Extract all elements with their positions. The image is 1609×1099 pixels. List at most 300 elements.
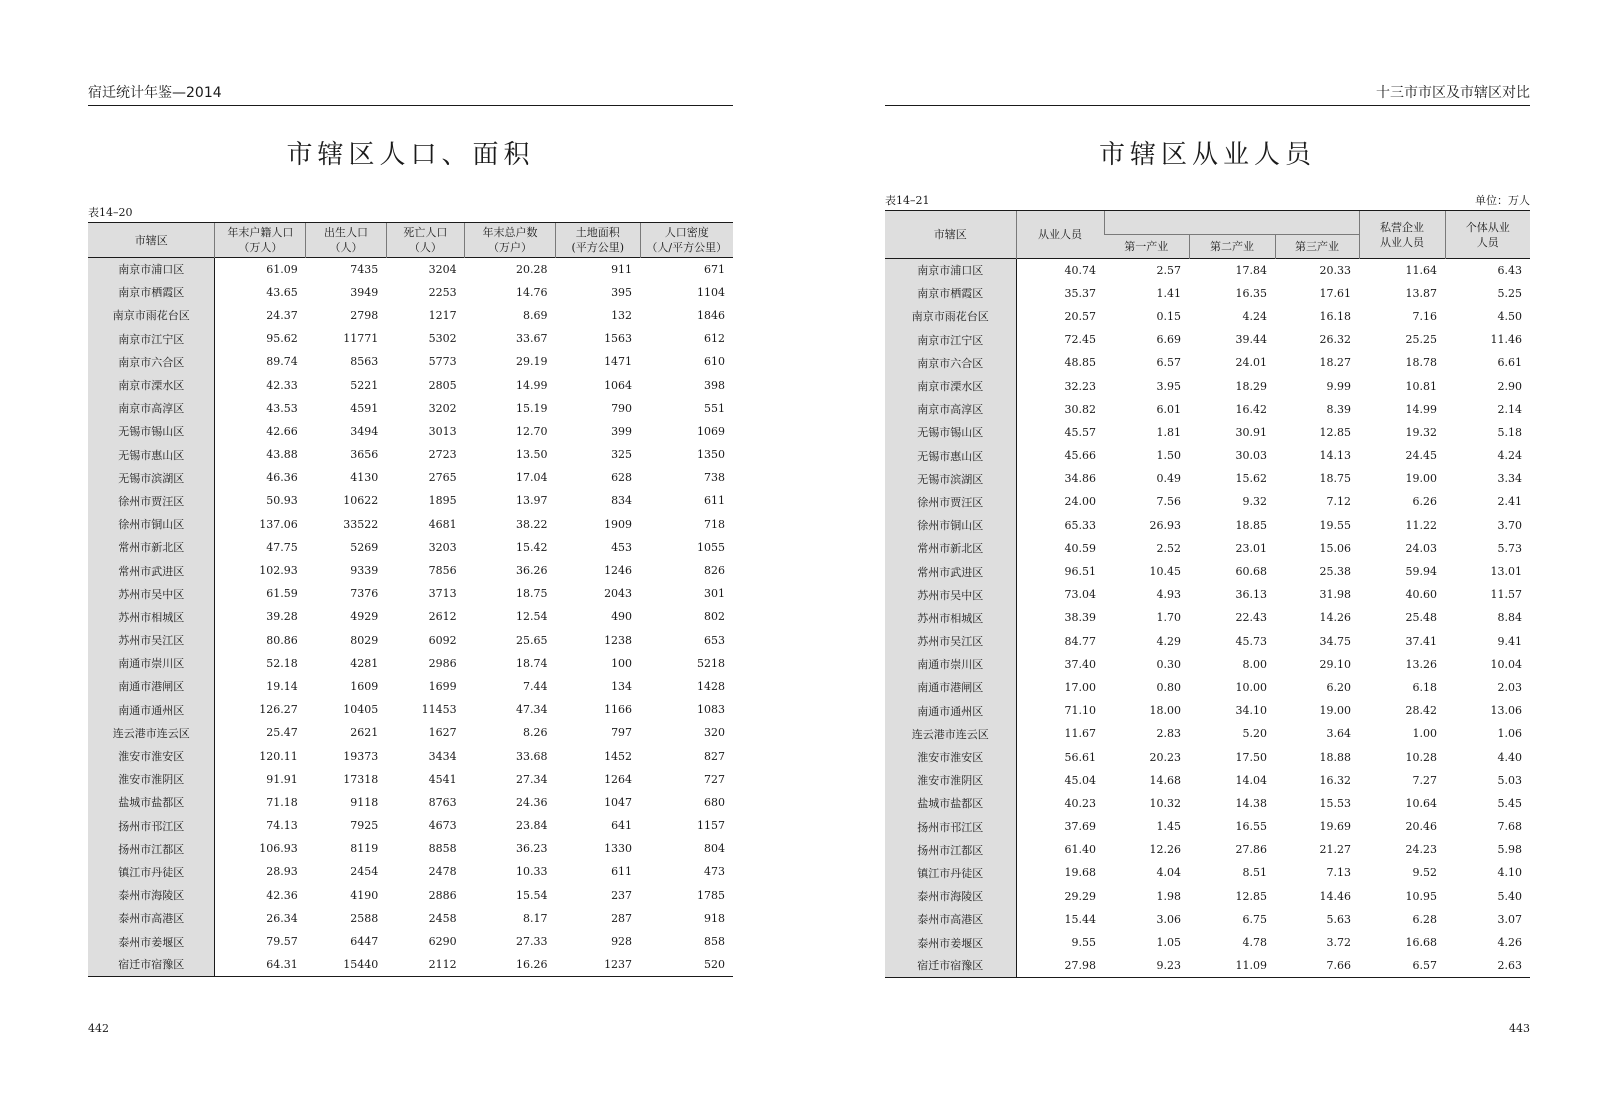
value-cell: 27.98	[1016, 954, 1104, 977]
value-cell: 13.06	[1490, 704, 1523, 718]
table-row	[88, 791, 733, 814]
value-cell: 399	[611, 424, 633, 438]
table-row	[885, 328, 1530, 351]
value-cell: 738	[704, 471, 725, 485]
value-cell: 16.26	[465, 953, 556, 976]
value-cell: 28.93	[266, 865, 298, 879]
district-cell: 南通市崇川区	[885, 653, 1016, 676]
header-district: 市辖区	[885, 211, 1016, 259]
value-cell: 74.13	[266, 819, 298, 833]
district-cell: 南京市溧水区	[885, 374, 1016, 397]
value-cell: 15.06	[1319, 541, 1352, 555]
value-cell: 43.65	[266, 285, 298, 299]
district-cell: 苏州市吴江区	[885, 630, 1016, 653]
value-cell: 24.23	[1405, 843, 1438, 857]
district-cell: 盐城市盐都区	[885, 792, 1016, 815]
value-cell: 1350	[697, 448, 725, 462]
table-row	[885, 653, 1530, 676]
value-cell: 1.06	[1497, 727, 1523, 741]
table-row	[88, 744, 733, 767]
table-row	[88, 281, 733, 304]
value-cell: 132	[611, 308, 633, 322]
district-cell: 扬州市邗江区	[885, 815, 1016, 838]
table-row	[885, 676, 1530, 699]
value-cell: 4130	[350, 471, 379, 485]
value-cell: 33.67	[515, 332, 548, 346]
value-cell: 24.37	[266, 308, 298, 322]
value-cell: 1627	[428, 726, 457, 740]
value-cell: 12.70	[515, 424, 548, 438]
value-cell: 16.32	[1319, 773, 1352, 787]
district-cell: 扬州市江都区	[88, 837, 215, 860]
value-cell: 30.91	[1235, 425, 1267, 439]
value-cell: 2253	[428, 285, 457, 299]
table-row	[885, 467, 1530, 490]
value-cell: 12.54	[515, 610, 548, 624]
table-row	[88, 675, 733, 698]
value-cell: 611	[704, 494, 725, 508]
value-cell: 10405	[343, 703, 379, 717]
value-cell: 6.61	[1497, 356, 1523, 370]
value-cell: 10.33	[515, 865, 548, 879]
value-cell: 2621	[350, 726, 379, 740]
population-area-table	[88, 222, 733, 977]
value-cell: 10622	[343, 494, 379, 508]
table-row	[885, 282, 1530, 305]
value-cell: 4.93	[1156, 588, 1181, 602]
table-row	[88, 907, 733, 930]
district-cell: 南京市雨花台区	[88, 304, 215, 327]
value-cell: 1.81	[1156, 425, 1181, 439]
value-cell: 680	[704, 795, 725, 809]
value-cell: 4.29	[1156, 634, 1181, 648]
value-cell: 5.98	[1497, 843, 1523, 857]
value-cell: 18.88	[1319, 750, 1352, 764]
district-cell: 淮安市淮安区	[88, 744, 215, 767]
district-cell: 苏州市相城区	[885, 606, 1016, 629]
value-cell: 64.31	[215, 953, 306, 976]
value-cell: 1069	[697, 424, 725, 438]
value-cell: 32.23	[1064, 379, 1096, 393]
right-page	[885, 0, 1530, 1099]
value-cell: 20.23	[1149, 750, 1181, 764]
value-cell: 7376	[350, 587, 379, 601]
value-cell: 15.44	[1064, 912, 1096, 926]
value-cell: 18.75	[515, 587, 548, 601]
value-cell: 6.18	[1412, 680, 1438, 694]
value-cell: 1237	[555, 953, 640, 976]
value-cell: 42.33	[266, 378, 298, 392]
value-cell: 42.66	[266, 424, 298, 438]
value-cell: 26.93	[1149, 518, 1181, 532]
value-cell: 7435	[306, 258, 386, 281]
value-cell: 2.14	[1497, 402, 1523, 416]
district-cell: 连云港市连云区	[88, 721, 215, 744]
value-cell: 473	[704, 865, 725, 879]
value-cell: 1064	[604, 378, 633, 392]
value-cell: 14.13	[1319, 449, 1352, 463]
value-cell: 7.56	[1156, 495, 1181, 509]
value-cell: 9.55	[1071, 936, 1096, 950]
column-header: 死亡人口 （人）	[386, 223, 464, 258]
value-cell: 34.86	[1064, 472, 1096, 486]
value-cell: 84.77	[1064, 634, 1096, 648]
value-cell: 16.68	[1405, 936, 1438, 950]
value-cell: 11.22	[1405, 518, 1438, 532]
employment-table	[885, 210, 1530, 978]
value-cell: 611	[611, 865, 633, 879]
value-cell: 1.70	[1156, 611, 1181, 625]
value-cell: 1.00	[1412, 727, 1438, 741]
value-cell: 33522	[343, 517, 379, 531]
value-cell: 1047	[604, 795, 633, 809]
table-row	[885, 351, 1530, 374]
value-cell: 3.70	[1497, 518, 1523, 532]
value-cell: 39.44	[1235, 333, 1267, 347]
table-row	[88, 629, 733, 652]
value-cell: 928	[611, 935, 633, 949]
value-cell: 5302	[428, 332, 457, 346]
value-cell: 10.28	[1405, 750, 1438, 764]
value-cell: 19.68	[1064, 866, 1096, 880]
value-cell: 27.86	[1235, 843, 1267, 857]
value-cell: 73.04	[1064, 588, 1096, 602]
value-cell: 3434	[428, 749, 457, 763]
value-cell: 11.67	[1064, 727, 1096, 741]
table-row	[885, 954, 1530, 977]
value-cell: 15.62	[1235, 472, 1267, 486]
district-cell: 泰州市高港区	[88, 907, 215, 930]
table-body	[885, 259, 1530, 978]
header-private-enterprise: 私营企业 从业人员	[1359, 211, 1445, 259]
value-cell: 551	[704, 401, 725, 415]
district-cell: 扬州市邗江区	[88, 814, 215, 837]
value-cell: 9.23	[1104, 954, 1189, 977]
value-cell: 18.00	[1149, 704, 1181, 718]
district-cell: 无锡市惠山区	[88, 443, 215, 466]
value-cell: 50.93	[266, 494, 298, 508]
value-cell: 27.33	[515, 935, 548, 949]
value-cell: 24.03	[1405, 541, 1438, 555]
table-row	[88, 327, 733, 350]
table-row	[885, 815, 1530, 838]
value-cell: 24.45	[1405, 449, 1438, 463]
value-cell: 8.39	[1326, 402, 1352, 416]
value-cell: 19.14	[266, 679, 298, 693]
district-cell: 南通市港闸区	[885, 676, 1016, 699]
running-head-text: 十三市市区及市辖区对比	[1376, 85, 1530, 101]
table-row	[885, 908, 1530, 931]
district-cell: 常州市新北区	[885, 537, 1016, 560]
value-cell: 1.41	[1156, 286, 1181, 300]
value-cell: 2.03	[1497, 680, 1523, 694]
table-row	[885, 745, 1530, 768]
district-cell: 南京市溧水区	[88, 373, 215, 396]
value-cell: 1785	[697, 888, 725, 902]
value-cell: 4681	[428, 517, 457, 531]
value-cell: 26.32	[1319, 333, 1352, 347]
district-cell: 无锡市滨湖区	[885, 467, 1016, 490]
value-cell: 0.80	[1156, 680, 1181, 694]
value-cell: 1.98	[1156, 889, 1181, 903]
value-cell: 1.50	[1156, 449, 1181, 463]
value-cell: 29.29	[1064, 889, 1096, 903]
value-cell: 1909	[604, 517, 633, 531]
table-row	[88, 513, 733, 536]
value-cell: 6.43	[1445, 259, 1530, 282]
table-row	[88, 466, 733, 489]
value-cell: 11.64	[1359, 259, 1445, 282]
value-cell: 25.38	[1319, 565, 1352, 579]
value-cell: 22.43	[1235, 611, 1267, 625]
value-cell: 3.64	[1326, 727, 1352, 741]
value-cell: 3656	[350, 448, 379, 462]
value-cell: 8.69	[522, 308, 548, 322]
value-cell: 453	[611, 540, 633, 554]
page-title: 市辖区人口、面积	[286, 140, 535, 170]
value-cell: 34.10	[1235, 704, 1267, 718]
value-cell: 1330	[604, 842, 633, 856]
value-cell: 4673	[428, 819, 457, 833]
value-cell: 19.00	[1319, 704, 1352, 718]
table-row	[88, 930, 733, 953]
value-cell: 25.47	[266, 726, 298, 740]
value-cell: 1238	[604, 633, 633, 647]
district-cell: 南通市通州区	[885, 699, 1016, 722]
value-cell: 10.64	[1405, 796, 1438, 810]
value-cell: 7.13	[1326, 866, 1352, 880]
value-cell: 790	[611, 401, 633, 415]
value-cell: 6.69	[1156, 333, 1181, 347]
table-row	[88, 814, 733, 837]
value-cell: 25.65	[515, 633, 548, 647]
value-cell: 4929	[350, 610, 379, 624]
value-cell: 29.10	[1319, 657, 1352, 671]
value-cell: 5.45	[1497, 796, 1523, 810]
value-cell: 7.66	[1275, 954, 1359, 977]
value-cell: 8.00	[1242, 657, 1267, 671]
district-cell: 宿迁市宿豫区	[885, 954, 1016, 977]
value-cell: 14.26	[1319, 611, 1352, 625]
table-row	[88, 304, 733, 327]
value-cell: 14.04	[1235, 773, 1267, 787]
page-number: 442	[88, 1022, 109, 1035]
value-cell: 42.36	[266, 888, 298, 902]
value-cell: 14.76	[515, 285, 548, 299]
value-cell: 911	[555, 258, 640, 281]
page-title: 市辖区从业人员	[1098, 140, 1316, 170]
value-cell: 1083	[697, 703, 725, 717]
value-cell: 5.73	[1497, 541, 1523, 555]
header-individual: 个体从业 人员	[1445, 211, 1530, 259]
table-row	[885, 444, 1530, 467]
value-cell: 3.72	[1326, 936, 1352, 950]
value-cell: 8763	[428, 795, 457, 809]
value-cell: 6.01	[1156, 402, 1181, 416]
value-cell: 96.51	[1064, 565, 1096, 579]
value-cell: 38.22	[515, 517, 548, 531]
value-cell: 19.32	[1405, 425, 1438, 439]
district-cell: 无锡市锡山区	[88, 420, 215, 443]
district-cell: 南通市通州区	[88, 698, 215, 721]
value-cell: 3203	[428, 540, 457, 554]
value-cell: 40.59	[1064, 541, 1096, 555]
value-cell: 3202	[428, 401, 457, 415]
value-cell: 91.91	[266, 772, 298, 786]
value-cell: 1055	[697, 540, 725, 554]
district-cell: 泰州市海陵区	[885, 885, 1016, 908]
value-cell: 60.68	[1235, 565, 1267, 579]
value-cell: 7.16	[1412, 309, 1438, 323]
value-cell: 61.59	[266, 587, 298, 601]
value-cell: 14.38	[1235, 796, 1267, 810]
value-cell: 4.26	[1497, 936, 1523, 950]
value-cell: 918	[704, 911, 725, 925]
value-cell: 16.55	[1235, 820, 1267, 834]
value-cell: 3.34	[1497, 472, 1523, 486]
district-cell: 南京市浦口区	[885, 259, 1016, 282]
district-cell: 常州市新北区	[88, 536, 215, 559]
value-cell: 36.13	[1235, 588, 1267, 602]
value-cell: 287	[611, 911, 633, 925]
table-row	[88, 953, 733, 976]
value-cell: 7.68	[1497, 820, 1523, 834]
value-cell: 5221	[350, 378, 379, 392]
column-header: 年末总户数 （万户）	[465, 223, 556, 258]
district-cell: 苏州市吴中区	[885, 583, 1016, 606]
value-cell: 72.45	[1064, 333, 1096, 347]
value-cell: 33.68	[515, 749, 548, 763]
district-cell: 南京市浦口区	[88, 258, 215, 281]
table-row	[88, 373, 733, 396]
table-number: 表14–21	[885, 194, 930, 207]
value-cell: 71.18	[266, 795, 298, 809]
value-cell: 1699	[428, 679, 457, 693]
value-cell: 6.28	[1412, 912, 1438, 926]
value-cell: 10.04	[1490, 657, 1523, 671]
table-row	[885, 514, 1530, 537]
value-cell: 40.74	[1016, 259, 1104, 282]
table-row	[885, 259, 1530, 282]
district-cell: 泰州市海陵区	[88, 884, 215, 907]
value-cell: 6.75	[1242, 912, 1267, 926]
value-cell: 18.85	[1235, 518, 1267, 532]
value-cell: 17.04	[515, 471, 548, 485]
value-cell: 6.20	[1326, 680, 1352, 694]
value-cell: 12.85	[1319, 425, 1352, 439]
value-cell: 6.57	[1156, 356, 1181, 370]
value-cell: 20.57	[1064, 309, 1096, 323]
page-number: 443	[1509, 1022, 1530, 1035]
value-cell: 17318	[343, 772, 379, 786]
value-cell: 3.06	[1156, 912, 1181, 926]
table-row	[88, 350, 733, 373]
value-cell: 13.26	[1405, 657, 1438, 671]
value-cell: 1217	[428, 308, 457, 322]
value-cell: 15.19	[515, 401, 548, 415]
value-cell: 14.99	[1405, 402, 1438, 416]
value-cell: 671	[640, 258, 733, 281]
value-cell: 95.62	[266, 332, 298, 346]
table-header-row	[88, 223, 733, 258]
value-cell: 826	[704, 564, 725, 578]
value-cell: 4.40	[1497, 750, 1523, 764]
value-cell: 490	[611, 610, 633, 624]
value-cell: 5773	[428, 355, 457, 369]
value-cell: 37.41	[1405, 634, 1438, 648]
district-cell: 泰州市姜堰区	[88, 930, 215, 953]
value-cell: 18.74	[515, 656, 548, 670]
value-cell: 31.98	[1319, 588, 1352, 602]
district-cell: 南京市江宁区	[885, 328, 1016, 351]
district-cell: 宿迁市宿豫区	[88, 953, 215, 976]
district-cell: 扬州市江都区	[885, 838, 1016, 861]
value-cell: 24.00	[1064, 495, 1096, 509]
value-cell: 16.42	[1235, 402, 1267, 416]
value-cell: 3713	[428, 587, 457, 601]
value-cell: 11.09	[1189, 954, 1275, 977]
table-row	[885, 583, 1530, 606]
value-cell: 10.32	[1149, 796, 1181, 810]
district-cell: 徐州市贾汪区	[88, 489, 215, 512]
table-row	[885, 722, 1530, 745]
value-cell: 17.61	[1319, 286, 1352, 300]
value-cell: 15440	[306, 953, 386, 976]
value-cell: 320	[704, 726, 725, 740]
table-row	[88, 860, 733, 883]
value-cell: 61.40	[1064, 843, 1096, 857]
value-cell: 11453	[421, 703, 457, 717]
value-cell: 520	[640, 953, 733, 976]
value-cell: 10.45	[1149, 565, 1181, 579]
value-cell: 2805	[428, 378, 457, 392]
table-row	[885, 606, 1530, 629]
value-cell: 2112	[386, 953, 464, 976]
value-cell: 4.04	[1156, 866, 1181, 880]
value-cell: 9339	[350, 564, 379, 578]
table-row	[885, 305, 1530, 328]
table-row	[885, 421, 1530, 444]
value-cell: 7.27	[1412, 773, 1438, 787]
value-cell: 653	[704, 633, 725, 647]
value-cell: 30.82	[1064, 402, 1096, 416]
value-cell: 7.44	[522, 679, 548, 693]
value-cell: 718	[704, 517, 725, 531]
value-cell: 2588	[350, 911, 379, 925]
value-cell: 13.87	[1405, 286, 1438, 300]
table-row	[885, 861, 1530, 884]
value-cell: 19.55	[1319, 518, 1352, 532]
value-cell: 40.60	[1405, 588, 1438, 602]
header-industry-group	[1104, 211, 1359, 235]
value-cell: 13.50	[515, 448, 548, 462]
left-page	[88, 0, 733, 1099]
value-cell: 47.34	[515, 703, 548, 717]
table-row	[88, 837, 733, 860]
table-row	[885, 374, 1530, 397]
value-cell: 2.52	[1156, 541, 1181, 555]
value-cell: 641	[611, 819, 633, 833]
district-cell: 镇江市丹徒区	[88, 860, 215, 883]
district-cell: 南京市雨花台区	[885, 305, 1016, 328]
district-cell: 无锡市锡山区	[885, 421, 1016, 444]
value-cell: 19373	[343, 749, 379, 763]
value-cell: 6290	[428, 935, 457, 949]
value-cell: 30.03	[1235, 449, 1267, 463]
value-cell: 36.26	[515, 564, 548, 578]
value-cell: 610	[704, 355, 725, 369]
table-row	[885, 560, 1530, 583]
